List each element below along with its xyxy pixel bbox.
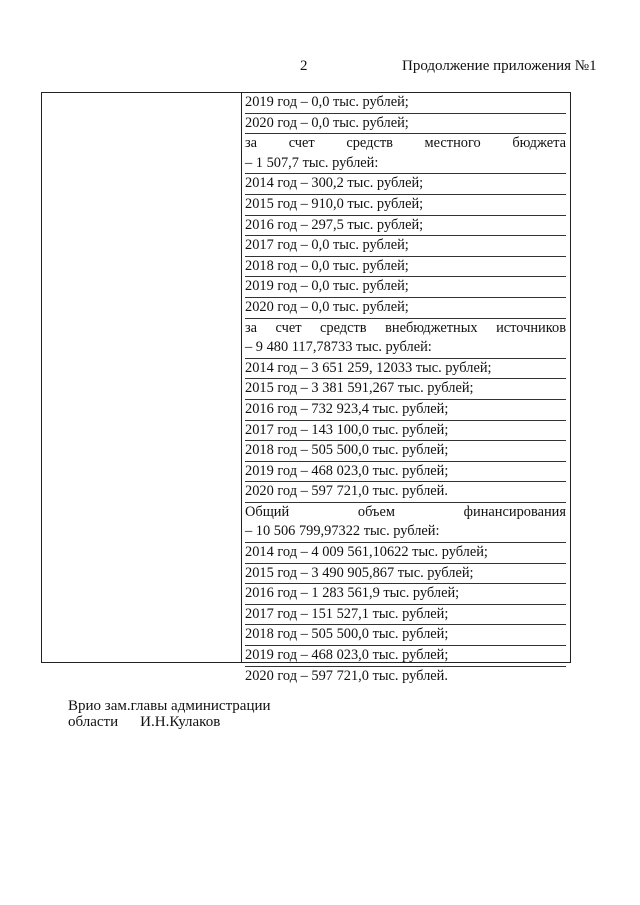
- funding-line: – 10 506 799,97322 тыс. рублей:: [245, 522, 566, 543]
- continuation-label: Продолжение приложения №1: [402, 58, 597, 74]
- funding-line-word: счет: [288, 135, 315, 152]
- funding-line-word: средств: [320, 319, 367, 336]
- funding-line-word: за: [245, 319, 258, 336]
- funding-line: 2014 год – 4 009 561,10622 тыс. рублей;: [245, 543, 566, 564]
- funding-line: 2017 год – 143 100,0 тыс. рублей;: [245, 421, 566, 442]
- funding-line-word: финансирования: [463, 503, 566, 520]
- funding-line: 2019 год – 0,0 тыс. рублей;: [245, 277, 566, 298]
- column-divider: [241, 93, 242, 662]
- funding-line-word: бюджета: [512, 135, 566, 152]
- signature-region: области: [68, 714, 119, 730]
- funding-line-word: средств: [346, 135, 393, 152]
- signature-name: И.Н.Кулаков: [140, 714, 221, 730]
- funding-table: [41, 92, 571, 684]
- funding-line: 2016 год – 732 923,4 тыс. рублей;: [245, 400, 566, 421]
- funding-line: 2018 год – 0,0 тыс. рублей;: [245, 257, 566, 278]
- funding-line: 2015 год – 910,0 тыс. рублей;: [245, 195, 566, 216]
- funding-line: 2020 год – 597 721,0 тыс. рублей.: [245, 667, 448, 684]
- signature-line: [68, 714, 220, 731]
- funding-line: 2018 год – 505 500,0 тыс. рублей;: [245, 625, 566, 646]
- funding-line: 2015 год – 3 490 905,867 тыс. рублей;: [245, 564, 566, 585]
- funding-lines: [245, 93, 566, 686]
- funding-line: 2020 год – 0,0 тыс. рублей;: [245, 114, 566, 135]
- funding-line: – 1 507,7 тыс. рублей:: [245, 154, 566, 175]
- funding-line: 2016 год – 1 283 561,9 тыс. рублей;: [245, 584, 566, 605]
- funding-line: 2019 год – 0,0 тыс. рублей;: [245, 93, 566, 114]
- funding-line-word: за: [245, 135, 258, 152]
- funding-line: [245, 134, 566, 154]
- funding-line: 2018 год – 505 500,0 тыс. рублей;: [245, 441, 566, 462]
- funding-line-word: Общий: [245, 503, 290, 520]
- signature-position: Врио зам.главы администрации: [68, 698, 271, 714]
- funding-line: – 9 480 117,78733 тыс. рублей:: [245, 338, 566, 359]
- funding-line: 2020 год – 597 721,0 тыс. рублей.: [245, 482, 566, 503]
- funding-line: 2014 год – 300,2 тыс. рублей;: [245, 174, 566, 195]
- funding-line: 2016 год – 297,5 тыс. рублей;: [245, 216, 566, 237]
- funding-line: [245, 319, 566, 339]
- funding-line: 2014 год – 3 651 259, 12033 тыс. рублей;: [245, 359, 566, 380]
- funding-line-word: источников: [496, 319, 566, 336]
- funding-line: 2019 год – 468 023,0 тыс. рублей;: [245, 462, 566, 483]
- funding-line: 2015 год – 3 381 591,267 тыс. рублей;: [245, 379, 566, 400]
- funding-line: 2019 год – 468 023,0 тыс. рублей;: [245, 646, 566, 667]
- funding-line-word: местного: [424, 135, 481, 152]
- funding-line: 2017 год – 151 527,1 тыс. рублей;: [245, 605, 566, 626]
- funding-line-word: объем: [357, 503, 395, 520]
- funding-line: [245, 503, 566, 523]
- funding-line: 2017 год – 0,0 тыс. рублей;: [245, 236, 566, 257]
- page-number: 2: [300, 58, 308, 74]
- funding-line-word: внебюджетных: [385, 319, 478, 336]
- funding-line-word: счет: [275, 319, 302, 336]
- funding-line: 2020 год – 0,0 тыс. рублей;: [245, 298, 566, 319]
